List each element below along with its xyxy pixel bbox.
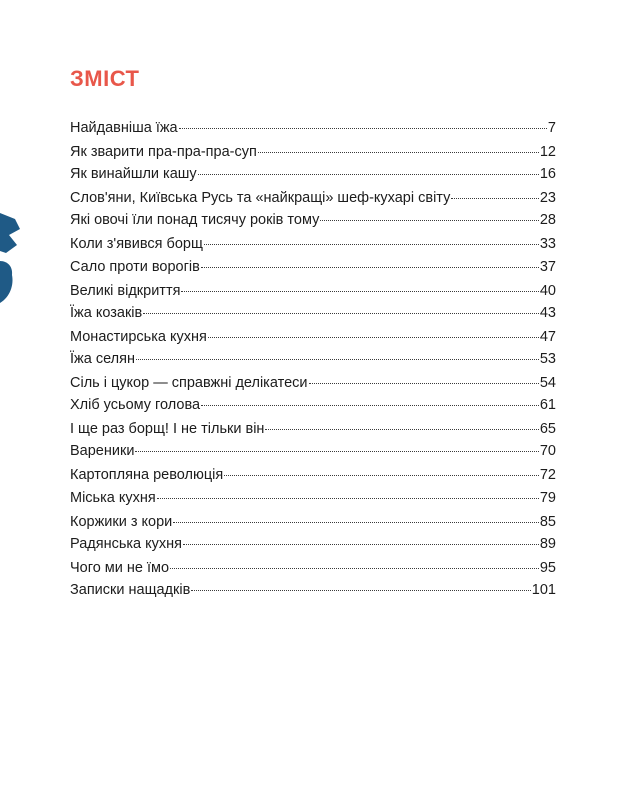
toc-dot-leader (181, 291, 538, 292)
toc-entry-page-number: 53 (539, 350, 556, 367)
toc-dot-leader (198, 174, 539, 175)
toc-entry-title: Радянська кухня (70, 535, 182, 552)
toc-entry (70, 558, 556, 581)
toc-entry (70, 257, 556, 280)
toc-entry-page-number: 28 (539, 212, 556, 229)
toc-entry (70, 465, 556, 488)
toc-entry (70, 488, 556, 511)
toc-entry-title: Які овочі їли понад тисячу років тому (70, 212, 320, 229)
toc-dot-leader (204, 244, 539, 245)
toc-dot-leader (320, 220, 539, 221)
toc-entry (70, 164, 556, 187)
toc-dot-leader (265, 429, 538, 430)
toc-dot-leader (170, 568, 539, 569)
toc-entry-page-number: 40 (539, 282, 556, 299)
toc-entry-page-number: 101 (531, 581, 556, 598)
toc-entry-title: Картопляна революція (70, 467, 224, 484)
toc-dot-leader (173, 522, 539, 523)
toc-entry-title: Найдавніша їжа (70, 120, 178, 136)
toc-dot-leader (143, 313, 539, 314)
toc-entry-title: Сало проти ворогів (70, 258, 200, 275)
toc-entry-page-number: 43 (539, 304, 556, 321)
toc-entry (70, 210, 556, 233)
toc-entry-page-number: 12 (539, 144, 556, 161)
toc-entry-page-number: 47 (539, 328, 556, 345)
toc-dot-leader (258, 152, 539, 153)
toc-entry-title: Їжа селян (70, 350, 135, 367)
toc-entry-page-number: 61 (539, 397, 556, 414)
toc-entry-page-number: 72 (539, 467, 556, 484)
toc-entry-title: Хліб усьому голова (70, 397, 201, 414)
toc-entry (70, 234, 556, 257)
toc-entry-title: Міська кухня (70, 489, 156, 506)
toc-entry-page-number: 23 (539, 190, 556, 207)
toc-entry (70, 441, 556, 464)
toc-entry-title: Великі відкриття (70, 282, 181, 299)
toc-entry-page-number: 95 (539, 559, 556, 576)
toc-entry-page-number: 85 (539, 513, 556, 530)
toc-dot-leader (135, 451, 538, 452)
toc-entry-title: І ще раз борщ! І не тільки він (70, 421, 265, 438)
toc-entry (70, 534, 556, 557)
toc-entry-title: Як зварити пра-пра-пра-суп (70, 144, 257, 161)
toc-dot-leader (451, 198, 539, 199)
toc-entry (70, 349, 556, 372)
toc-entry (70, 188, 556, 211)
toc-entry-page-number: 70 (539, 443, 556, 460)
toc-entry-page-number: 37 (539, 258, 556, 275)
toc-dot-leader (208, 337, 539, 338)
toc-entry-title: Слов'яни, Київська Русь та «найкращі» шеф-кухарі світу (70, 190, 451, 207)
toc-entry (70, 327, 556, 350)
toc-entry-page-number: 16 (539, 166, 556, 183)
toc-entry-title: Їжа козаків (70, 304, 143, 321)
toc-dot-leader (224, 475, 539, 476)
toc-entry-title: Монастирська кухня (70, 328, 207, 345)
toc-entry-title: Як винайшли кашу (70, 166, 197, 183)
toc-entry-title: Сіль і цукор — справжні делікатеси (70, 375, 308, 392)
toc-dot-leader (157, 498, 539, 499)
toc-entry-page-number: 65 (539, 421, 556, 438)
toc-entry (70, 118, 556, 141)
toc-dot-leader (201, 405, 539, 406)
toc-entry-page-number: 54 (539, 375, 556, 392)
toc-entry-page-number: 89 (539, 535, 556, 552)
edge-art-upper-shape (0, 213, 20, 253)
toc-entry-title: Записки нащадків (70, 581, 191, 598)
toc-entry (70, 580, 556, 603)
toc-entry (70, 395, 556, 418)
table-of-contents (70, 118, 556, 603)
toc-entry-title: Коли з'явився борщ (70, 236, 203, 253)
toc-dot-leader (191, 590, 531, 591)
toc-entry-title: Коржики з кори (70, 513, 173, 530)
contents-title: ЗМІСТ (70, 66, 140, 91)
edge-art-lower-shape (0, 261, 13, 303)
toc-entry-title: Вареники (70, 443, 135, 460)
toc-entry (70, 281, 556, 304)
toc-entry-title: Чого ми не їмо (70, 559, 170, 576)
toc-entry (70, 373, 556, 396)
toc-dot-leader (309, 383, 539, 384)
toc-entry (70, 419, 556, 442)
toc-entry-page-number: 79 (539, 489, 556, 506)
toc-dot-leader (179, 128, 547, 129)
toc-entry (70, 142, 556, 165)
toc-entry (70, 303, 556, 326)
decorative-edge-illustration (0, 205, 24, 315)
toc-dot-leader (183, 544, 539, 545)
toc-entry (70, 512, 556, 535)
toc-entry-page-number: 7 (547, 120, 556, 136)
toc-dot-leader (201, 267, 539, 268)
toc-dot-leader (136, 359, 539, 360)
toc-entry-page-number: 33 (539, 236, 556, 253)
